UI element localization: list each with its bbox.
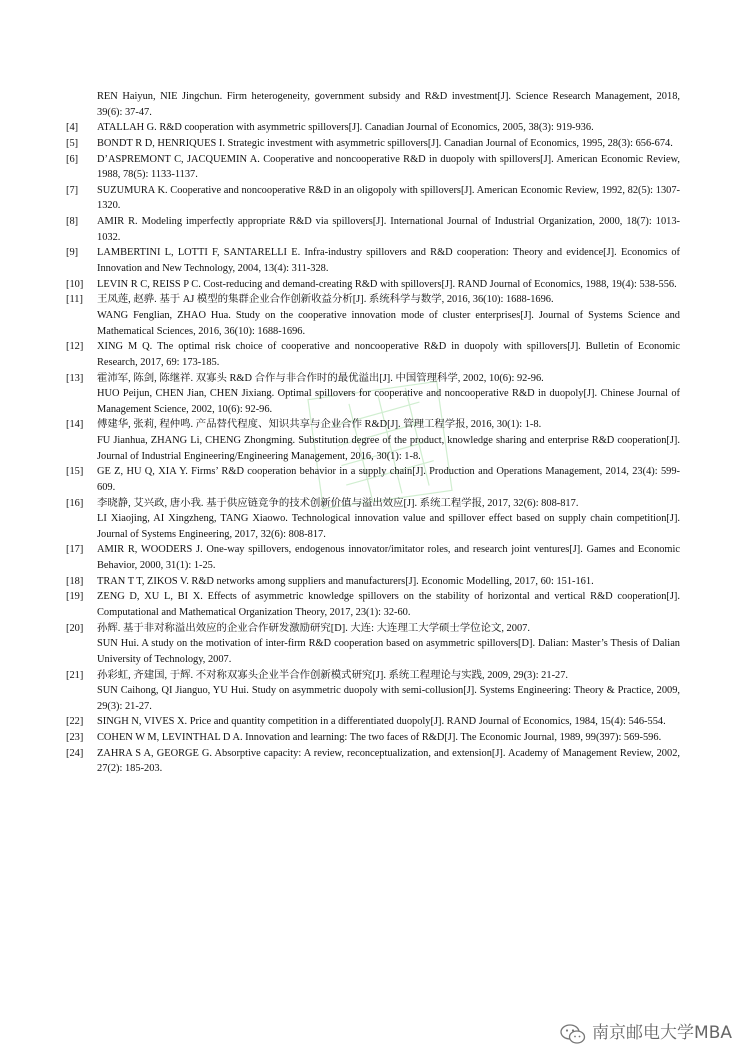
reference-item [66,245,680,276]
reference-text: ATALLAH G. R&D cooperation with asymmetric spillovers[J]. Canadian Journal of Economics, 2005, 38(3): 919-936. [97,122,594,134]
reference-item [66,730,680,746]
reference-number: [17] [66,544,84,556]
reference-text: ZENG D, XU L, BI X. Effects of asymmetric knowledge spillovers on the stability of horizontal and vertical R&D cooperation[J]. Computational and Mathematical Organization Theory, 2017, 23(1): 32-60. [97,591,680,618]
reference-text: 孙彩虹, 齐建国, 于辉. 不对称双寡头企业半合作创新模式研究[J]. 系统工程理论与实践, 2009, 29(3): 21-27. [97,669,569,681]
reference-body [97,417,680,464]
reference-number: [12] [66,341,84,353]
reference-body [97,621,680,668]
reference-number: [23] [66,732,84,744]
reference-text: 傅建华, 张莉, 程仲鸣. 产品替代程度、知识共享与企业合作 R&D[J]. 管理工程学报, 2016, 30(1): 1-8. [97,419,542,431]
reference-text: LAMBERTINI L, LOTTI F, SANTARELLI E. Infra-industry spillovers and R&D cooperation: Theory and evidence[J]. Economics of Innovation and New Technology, 2004, 13(4): 311-328. [97,247,680,274]
reference-text: FU Jianhua, ZHANG Li, CHENG Zhongming. Substitution degree of the product, knowledge sharing and enterprise R&D cooperation[J]. Journal of Industrial Engineering/Engineering Management, 2016, 30(1): 1-8. [97,435,680,462]
reference-text: WANG Fenglian, ZHAO Hua. Study on the cooperative innovation mode of cluster enterprises[J]. Journal of Systems Science and Mathematical Sciences, 2016, 36(10): 1688-1696. [97,309,680,337]
reference-text: ZAHRA S A, GEORGE G. Absorptive capacity: A review, reconceptualization, and extension[J]. Academy of Management Review, 2002, 27(2): 185-203. [97,747,680,775]
reference-item [66,120,680,136]
reference-item [66,668,680,715]
reference-number: [24] [66,747,84,759]
reference-text: TRAN T T, ZIKOS V. R&D networks among suppliers and manufacturers[J]. Economic Modelling, 2017, 60: 151-161. [97,575,594,587]
reference-body [97,496,680,543]
reference-body [97,589,680,620]
footer-brand-text: 南京邮电大学MBA [592,1023,732,1044]
reference-text: SUZUMURA K. Cooperative and noncooperative R&D in an oligopoly with spillovers[J]. American Economic Review, 1992, 82(5): 1307-1320. [97,184,680,212]
reference-item [66,277,680,293]
reference-number: [19] [66,591,84,603]
reference-text: SUN Caihong, QI Jianguo, YU Hui. Study on asymmetric duopoly with semi-collusion[J]. Systems Engineering: Theory & Practice, 2009, 29(3): 21-27. [97,685,680,712]
reference-item [66,589,680,620]
reference-number: [15] [66,466,84,478]
reference-number: [20] [66,622,84,634]
reference-item [66,214,680,245]
reference-text: 李晓静, 艾兴政, 唐小我. 基于供应链竞争的技术创新价值与溢出效应[J]. 系统工程学报, 2017, 32(6): 808-817. [97,497,579,509]
reference-body [97,183,680,214]
reference-number: [10] [66,278,84,290]
reference-text: GE Z, HU Q, XIA Y. Firms’ R&D cooperation behavior in a supply chain[J]. Production and Operations Management, 2014, 23(4): 599-609. [97,466,680,493]
reference-number: [8] [66,216,79,228]
reference-body [97,730,680,746]
reference-body [97,574,680,590]
reference-text: D’ASPREMONT C, JACQUEMIN A. Cooperative and noncooperative R&D in duopoly with spillovers[J]. American Economic Review, 1988, 78(5): 1133-1137. [97,153,680,181]
reference-number: [11] [66,294,83,306]
reference-item [66,152,680,183]
reference-number: [21] [66,669,84,681]
reference-item [66,89,680,120]
reference-text: LEVIN R C, REISS P C. Cost-reducing and demand-creating R&D with spillovers[J]. RAND Journal of Economics, 1988, 19(4): 538-556. [97,278,677,290]
reference-body [97,120,680,136]
reference-item [66,496,680,543]
reference-item [66,371,680,418]
reference-number: [13] [66,372,84,384]
reference-body [97,292,680,339]
reference-text: 孙辉. 基于非对称溢出效应的企业合作研发激励研究[D]. 大连: 大连理工大学硕士学位论文, 2007. [97,622,530,634]
reference-number: [18] [66,575,84,587]
reference-text: SUN Hui. A study on the motivation of inter-firm R&D cooperation based on asymmetric spillovers[D]. Dalian: Master’s Thesis of Dalian University of Technology, 2007. [97,638,680,665]
reference-number: [6] [66,153,79,165]
reference-item [66,542,680,573]
reference-body [97,136,680,152]
reference-body [97,746,680,777]
reference-item [66,136,680,152]
reference-item [66,292,680,339]
reference-text: HUO Peijun, CHEN Jian, CHEN Jixiang. Optimal spillovers for cooperative and noncooperative R&D in duopoly[J]. Chinese Journal of Management Science, 2002, 10(6): 92-96. [97,388,680,415]
reference-number: [22] [66,716,84,728]
reference-body [97,542,680,573]
reference-text: BONDT R D, HENRIQUES I. Strategic investment with asymmetric spillovers[J]. Canadian Journal of Economics, 1995, 28(3): 656-674. [97,137,673,149]
reference-text: 霍沛军, 陈剑, 陈继祥. 双寡头 R&D 合作与非合作时的最优溢出[J]. 中国管理科学, 2002, 10(6): 92-96. [97,372,544,384]
reference-number: [5] [66,137,79,149]
reference-body [97,339,680,370]
reference-text: AMIR R, WOODERS J. One-way spillovers, endogenous innovator/imitator roles, and research joint ventures[J]. Games and Economic Behavior, 2000, 31(1): 1-25. [97,544,680,572]
reference-number: [4] [66,122,79,134]
reference-body [97,245,680,276]
reference-body [97,214,680,245]
reference-body [97,277,680,293]
wechat-icon [560,1023,586,1045]
reference-text: SINGH N, VIVES X. Price and quantity competition in a differentiated duopoly[J]. RAND Journal of Economics, 1984, 15(4): 546-554. [97,716,666,728]
reference-body [97,152,680,183]
reference-item [66,746,680,777]
reference-item [66,417,680,464]
reference-item [66,714,680,730]
reference-body [97,714,680,730]
reference-text: LI Xiaojing, AI Xingzheng, TANG Xiaowo. Technological innovation value and spillover effect based on supply chain competition[J]. Journal of Systems Engineering, 2017, 32(6): 808-817. [97,513,680,540]
reference-item [66,464,680,495]
reference-number: [7] [66,184,79,196]
reference-text: REN Haiyun, NIE Jingchun. Firm heterogeneity, government subsidy and R&D investment[J]. Science Research Management, 2018, 39(6): 37-47. [97,91,680,118]
reference-text: AMIR R. Modeling imperfectly appropriate R&D via spillovers[J]. International Journal of Industrial Organization, 2000, 18(7): 1013-1032. [97,216,680,243]
reference-text: COHEN W M, LEVINTHAL D A. Innovation and learning: The two faces of R&D[J]. The Economic Journal, 1989, 99(397): 569-596. [97,732,662,744]
reference-body [97,668,680,715]
reference-item [66,621,680,668]
reference-body [97,371,680,418]
reference-text: 王凤莲, 赵骅. 基于 AJ 模型的集群企业合作创新收益分析[J]. 系统科学与数学, 2016, 36(10): 1688-1696. [97,294,554,306]
footer-brand [560,1023,732,1045]
reference-text: XING M Q. The optimal risk choice of cooperative and noncooperative R&D in duopoly with spillovers[J]. Bulletin of Economic Research, 2017, 69: 173-185. [97,341,680,368]
reference-number: [14] [66,419,84,431]
reference-body [97,464,680,495]
reference-number: [16] [66,497,84,509]
reference-item [66,574,680,590]
reference-item [66,339,680,370]
reference-item [66,183,680,214]
reference-number: [9] [66,247,79,259]
reference-body [97,89,680,120]
reference-list [66,89,680,777]
